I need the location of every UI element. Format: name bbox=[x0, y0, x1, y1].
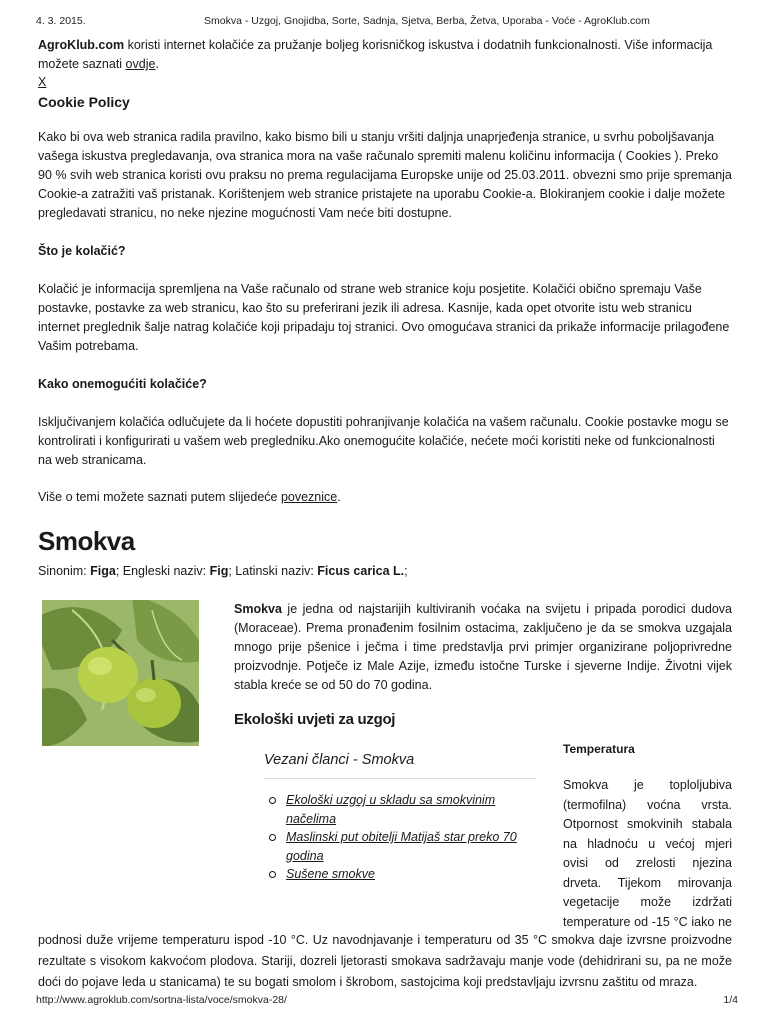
bullet-icon bbox=[269, 797, 276, 804]
section-heading-ecology: Ekološki uvjeti za uzgoj bbox=[234, 711, 396, 728]
latin-name-value: Ficus carica L. bbox=[317, 564, 405, 578]
intro-bold-term: Smokva bbox=[234, 602, 282, 616]
related-articles bbox=[264, 750, 536, 884]
english-name-label: ; Engleski naziv: bbox=[115, 564, 210, 578]
related-article-link[interactable]: Maslinski put obitelji Matijaš star preko 70 godina bbox=[286, 828, 536, 865]
temperature-section bbox=[563, 740, 732, 932]
cookie-policy-title: Cookie Policy bbox=[38, 94, 130, 110]
intro-text: je jedna od najstarijih kultiviranih voćaka na svijetu i pripada porodici dudova (Moraceae). Prema pronađenim fosilnim ostacima, zaključeno je da se smokva uzgajala mnogo prije pšenice i ječma i time predstavlja prvi primjer organizirane poljoprivredne proizvodnje. Potječe iz Male Azije, između istočne Turske i sjeverne Indije. Životni vijek stabla kreće se od 50 do 70 godina. bbox=[234, 602, 732, 692]
cookie-notice-text: koristi internet kolačiće za pružanje boljeg korisničkog iskustva i dodatnih funkcionalnosti. Više informacija možete saznati bbox=[38, 38, 713, 71]
article-intro bbox=[234, 600, 732, 695]
bullet-icon bbox=[269, 871, 276, 878]
related-articles-title: Vezani članci - Smokva bbox=[264, 750, 536, 779]
print-page-number: 1/4 bbox=[723, 994, 738, 1006]
print-url: http://www.agroklub.com/sortna-lista/voce/smokva-28/ bbox=[36, 994, 287, 1006]
english-name-value: Fig bbox=[209, 564, 229, 578]
temperature-text: Smokva je toploljubiva (termofilna) voćna vrsta. Otpornost smokvinih stabala na hladnoću u većoj mjeri ovisi od zrelosti njezina drveta. Tijekom mirovanja vegetacije može izdržati temperature od -15 °C iako ne bbox=[563, 778, 732, 929]
article-title: Smokva bbox=[38, 526, 135, 556]
fig-photo-image bbox=[42, 600, 199, 746]
cookie-disable-text: Isključivanjem kolačića odlučujete da li hoćete dopustiti pohranjivanje kolačića na vašem računalu. Cookie postavke mogu se kontrolirati i konfigurirati u vašem web pregledniku.Ako onemogućite kolačiće, nećete moći koristiti neke od funkcionalnosti na web stranicama. bbox=[38, 415, 729, 467]
cookie-disable-heading: Kako onemogućiti kolačiće? bbox=[38, 377, 207, 391]
bullet-icon bbox=[269, 834, 276, 841]
cookie-notice-period: . bbox=[155, 57, 159, 71]
temperature-text-continued: podnosi duže vrijeme temperaturu ispod -10 °C. Uz navodnjavanje i temperaturu od 35 °C smokva daje izvrsne proizvodne rezultate s visokom kakvoćom plodova. Stariji, dozreli ljetorasti smokava sadržavaju manje vode (dehidrirani su, pa ne može doći do pojave leda u stanicama) te su bogati smolom i škrobom, sastojcima koji predstavljaju izvrsnu zaštitu od mraza. bbox=[38, 933, 732, 989]
cookie-policy-intro: Kako bi ova web stranica radila pravilno, kako bismo bili u stanju vršiti daljnja unaprjeđenja stranice, u svrhu poboljšavanja vašega iskustva pregledavanja, ova stranica mora na vaše računalo spremiti malenu količinu informacija ( Cookies ). Preko 90 % svih web stranica koristi ovu praksu no prema regulacijama Europske unije od 25.03.2011. obvezni smo prije spremanja Cookie-a zatražiti vaš pristanak. Korištenjem web stranice pristajete na uporabu Cookie-a. Blokiranjem cookie i dalje možete pregledavati stranicu, no neke njezine mogućnosti Vam neće biti dostupne. bbox=[38, 130, 732, 220]
cookie-notice bbox=[38, 36, 732, 90]
cookie-info-link[interactable]: ovdje bbox=[125, 57, 156, 71]
cookie-more-link[interactable]: poveznice bbox=[280, 490, 338, 504]
article-synonyms bbox=[38, 562, 732, 581]
cookie-more-info bbox=[38, 488, 732, 507]
cookie-what-heading: Što je kolačić? bbox=[38, 244, 126, 258]
temperature-heading: Temperatura bbox=[563, 742, 635, 756]
cookie-notice-brand: AgroKlub.com bbox=[38, 38, 125, 52]
synonym-value: Figa bbox=[90, 564, 116, 578]
print-page-title: Smokva - Uzgoj, Gnojidba, Sorte, Sadnja, Sjetva, Berba, Žetva, Uporaba - Voće - AgroKlub.com bbox=[204, 15, 650, 27]
cookie-more-text: Više o temi možete saznati putem slijedeće bbox=[38, 490, 281, 504]
fig-photo bbox=[42, 600, 199, 746]
article-body bbox=[38, 600, 732, 989]
synonym-label: Sinonim: bbox=[38, 564, 91, 578]
related-article-link[interactable]: Sušene smokve bbox=[286, 865, 536, 884]
synonyms-end: ; bbox=[404, 564, 408, 578]
related-articles-list bbox=[286, 791, 536, 884]
cookie-close-button[interactable]: X bbox=[38, 75, 47, 89]
print-date: 4. 3. 2015. bbox=[36, 15, 86, 27]
cookie-more-period: . bbox=[337, 490, 341, 504]
related-article-link[interactable]: Ekološki uzgoj u skladu sa smokvinim načelima bbox=[286, 791, 536, 828]
cookie-what-text: Kolačić je informacija spremljena na Vaše računalo od strane web stranice koju posjetite. Kolačići obično spremaju Vaše postavke, postavke za web stranicu, kao što su preferirani jezik ili adresa. Kasnije, kada opet otvorite istu web stranicu internet preglednik šalje natrag kolačiće koji pripadaju toj stranici. Ovo omogućava stranici da prikaže informacije prilagođene Vašim potrebama. bbox=[38, 282, 730, 353]
latin-name-label: ; Latinski naziv: bbox=[228, 564, 318, 578]
page-content bbox=[38, 36, 732, 989]
